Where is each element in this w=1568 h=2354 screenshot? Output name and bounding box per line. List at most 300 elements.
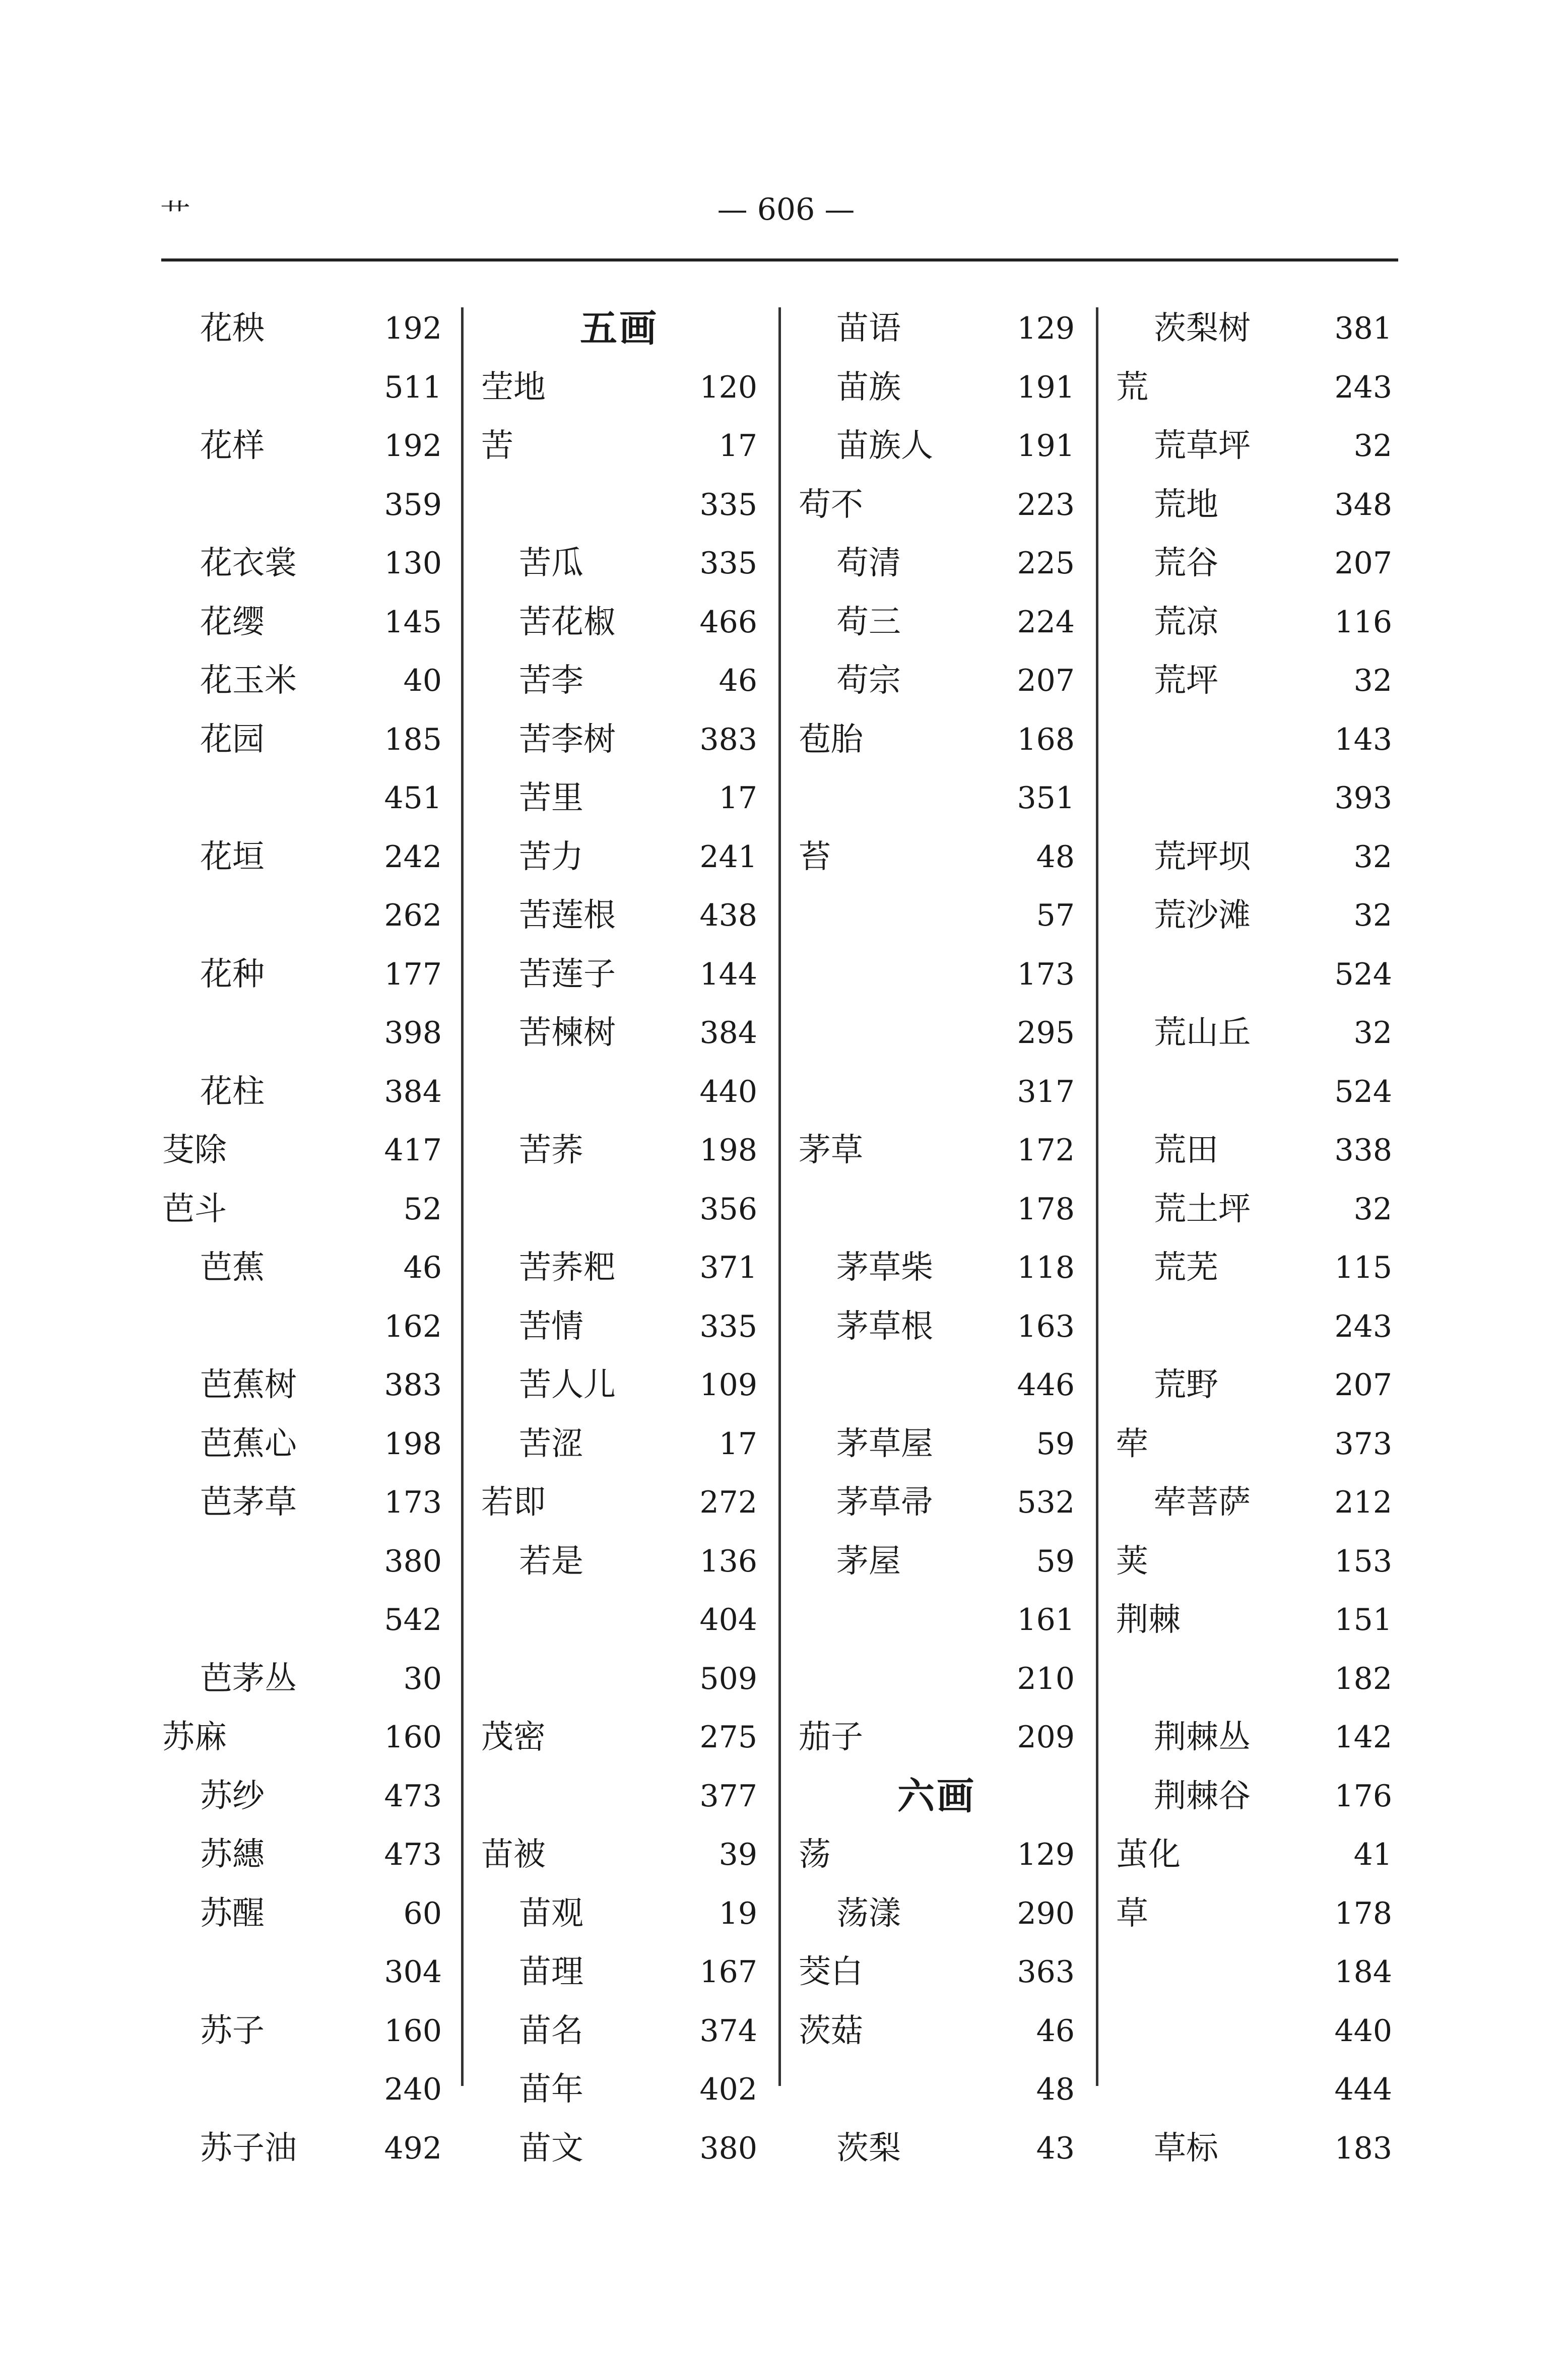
- entry-page-number: 57: [1036, 898, 1075, 933]
- entry-page-number: 384: [384, 1074, 442, 1109]
- index-entry: [162, 597, 442, 647]
- entry-page-number: 198: [384, 1426, 442, 1462]
- index-entry: [799, 1888, 1075, 1939]
- entry-page-number: 178: [1334, 1895, 1392, 1931]
- entry-page-number: 363: [1017, 1954, 1075, 1990]
- entry-term: 芭斗: [162, 1190, 227, 1228]
- index-entry: [1116, 597, 1392, 647]
- index-entry: [799, 1654, 1075, 1704]
- entry-term: 苏子: [200, 2012, 265, 2050]
- entry-term: 花玉米: [200, 662, 297, 699]
- entry-term: 芭茅丛: [200, 1660, 297, 1697]
- entry-page-number: 46: [403, 1250, 442, 1285]
- stroke-count-heading: [481, 303, 757, 354]
- entry-term: 荆棘谷: [1154, 1777, 1251, 1815]
- index-entry: [162, 1947, 442, 1997]
- index-entry: [799, 538, 1075, 588]
- entry-term: 芭茅草: [200, 1484, 297, 1521]
- entry-page-number: 19: [718, 1895, 757, 1931]
- entry-page-number: 183: [1334, 2130, 1392, 2166]
- entry-page-number: 404: [699, 1602, 757, 1638]
- index-entry: [481, 421, 757, 471]
- index-entry: [799, 1536, 1075, 1587]
- entry-term: 芭蕉心: [200, 1425, 297, 1463]
- entry-page-number: 136: [699, 1543, 757, 1579]
- index-entry: [162, 1712, 442, 1762]
- index-entry: [1116, 421, 1392, 471]
- entry-term: 苗族人: [836, 427, 933, 465]
- index-entry: [481, 1712, 757, 1762]
- entry-page-number: 402: [699, 2072, 757, 2107]
- entry-term: 荒沙滩: [1154, 897, 1251, 934]
- entry-page-number: 524: [1334, 1074, 1392, 1109]
- index-entry: [799, 714, 1075, 765]
- entry-term: 荒坪: [1154, 662, 1218, 699]
- index-entry: [162, 362, 442, 413]
- entry-page-number: 304: [384, 1954, 442, 1990]
- index-entry: [799, 421, 1075, 471]
- entry-page-number: 524: [1334, 956, 1392, 992]
- index-entry: [799, 1243, 1075, 1293]
- entry-term: 苟不: [799, 486, 863, 524]
- entry-page-number: 444: [1334, 2072, 1392, 2107]
- entry-term: 苦莲根: [519, 897, 616, 934]
- entry-term: 茄子: [799, 1719, 863, 1756]
- index-entry: [1116, 1712, 1392, 1762]
- entry-term: 苦荞: [519, 1132, 583, 1169]
- entry-page-number: 143: [1334, 722, 1392, 757]
- entry-page-number: 242: [384, 839, 442, 875]
- entry-page-number: 116: [1334, 604, 1392, 640]
- index-entry: [799, 2123, 1075, 2174]
- entry-page-number: 144: [699, 956, 757, 992]
- index-entry: [481, 1184, 757, 1234]
- entry-page-number: 160: [384, 1720, 442, 1755]
- index-entry: [162, 1536, 442, 1587]
- entry-page-number: 43: [1036, 2130, 1075, 2166]
- entry-page-number: 371: [699, 1250, 757, 1285]
- index-entry: [481, 1243, 757, 1293]
- entry-page-number: 317: [1017, 1074, 1075, 1109]
- entry-page-number: 32: [1353, 898, 1392, 933]
- entry-page-number: 192: [384, 428, 442, 464]
- index-entry: [162, 1360, 442, 1410]
- index-entry: [481, 362, 757, 413]
- index-entry: [481, 1125, 757, 1175]
- index-entry: [1116, 1301, 1392, 1352]
- column-divider: [461, 307, 464, 2086]
- entry-page-number: 145: [384, 604, 442, 640]
- entry-term: 荒草坪: [1154, 427, 1251, 465]
- index-entry: [799, 1477, 1075, 1528]
- entry-term: 荦菩萨: [1154, 1484, 1251, 1521]
- entry-page-number: 129: [1017, 311, 1075, 346]
- entry-term: 草标: [1154, 2129, 1218, 2167]
- entry-term: 苦瓜: [519, 545, 583, 582]
- entry-term: 苟宗: [836, 662, 901, 699]
- entry-page-number: 466: [699, 604, 757, 640]
- entry-term: 荡漾: [836, 1894, 901, 1932]
- entry-page-number: 240: [384, 2072, 442, 2107]
- entry-page-number: 383: [384, 1367, 442, 1403]
- entry-term: 若即: [481, 1484, 546, 1521]
- index-entry: [162, 1829, 442, 1880]
- index-entry: [799, 890, 1075, 941]
- entry-term: 苦力: [519, 838, 583, 876]
- index-entry: [1116, 1888, 1392, 1939]
- column-divider: [1096, 307, 1098, 2086]
- entry-term: 茨菇: [799, 2012, 863, 2050]
- entry-term: 苞胎: [799, 721, 863, 758]
- index-entry: [162, 832, 442, 882]
- index-entry: [162, 1125, 442, 1175]
- index-entry: [799, 1829, 1075, 1880]
- entry-term: 茨梨: [836, 2129, 901, 2167]
- entry-term: 花衣裳: [200, 545, 297, 582]
- entry-page-number: 52: [403, 1191, 442, 1227]
- radical-mark: 艹: [160, 198, 185, 233]
- entry-term: 苗观: [519, 1894, 583, 1932]
- entry-term: 荆棘: [1116, 1601, 1181, 1639]
- column-divider: [778, 307, 781, 2086]
- entry-page-number: 417: [384, 1133, 442, 1168]
- index-entry: [162, 421, 442, 471]
- entry-page-number: 393: [1334, 780, 1392, 816]
- entry-term: 苏纱: [200, 1777, 265, 1815]
- index-entry: [481, 1067, 757, 1117]
- index-entry: [799, 1595, 1075, 1645]
- index-entry: [481, 1888, 757, 1939]
- entry-term: 苔: [799, 838, 831, 876]
- index-entry: [162, 1654, 442, 1704]
- entry-term: 荚: [1116, 1542, 1148, 1580]
- index-entry: [481, 1477, 757, 1528]
- entry-page-number: 381: [1334, 311, 1392, 346]
- entry-page-number: 129: [1017, 1837, 1075, 1872]
- section-heading: 六画: [897, 1774, 976, 1818]
- index-entry: [799, 597, 1075, 647]
- entry-page-number: 373: [1334, 1426, 1392, 1462]
- entry-page-number: 32: [1353, 1191, 1392, 1227]
- entry-page-number: 225: [1017, 546, 1075, 581]
- entry-page-number: 173: [384, 1485, 442, 1520]
- entry-term: 草: [1116, 1894, 1148, 1932]
- entry-page-number: 438: [699, 898, 757, 933]
- entry-page-number: 440: [699, 1074, 757, 1109]
- entry-term: 花柱: [200, 1073, 265, 1110]
- entry-term: 苏麻: [162, 1719, 227, 1756]
- entry-page-number: 359: [384, 487, 442, 522]
- index-entry: [1116, 1947, 1392, 1997]
- entry-term: 茅草柴: [836, 1249, 933, 1286]
- entry-page-number: 32: [1353, 663, 1392, 698]
- entry-page-number: 542: [384, 1602, 442, 1638]
- entry-term: 茅草: [799, 1132, 863, 1169]
- entry-page-number: 160: [384, 2013, 442, 2049]
- entry-page-number: 32: [1353, 1015, 1392, 1051]
- index-entry: [162, 714, 442, 765]
- entry-term: 苗文: [519, 2129, 583, 2167]
- entry-term: 苦李: [519, 662, 583, 699]
- entry-term: 苦涩: [519, 1425, 583, 1463]
- entry-page-number: 374: [699, 2013, 757, 2049]
- entry-page-number: 377: [699, 1778, 757, 1814]
- index-entry: [1116, 773, 1392, 823]
- entry-page-number: 209: [1017, 1720, 1075, 1755]
- index-entry: [162, 1243, 442, 1293]
- entry-page-number: 243: [1334, 369, 1392, 405]
- entry-term: 苗名: [519, 2012, 583, 2050]
- index-entry: [1116, 1243, 1392, 1293]
- entry-term: 苗语: [836, 310, 901, 347]
- index-entry: [481, 1360, 757, 1410]
- entry-page-number: 153: [1334, 1543, 1392, 1579]
- entry-page-number: 177: [384, 956, 442, 992]
- entry-page-number: 17: [718, 428, 757, 464]
- index-entry: [162, 303, 442, 354]
- entry-page-number: 384: [699, 1015, 757, 1051]
- entry-page-number: 191: [1017, 369, 1075, 405]
- entry-page-number: 473: [384, 1778, 442, 1814]
- index-entry: [1116, 1067, 1392, 1117]
- index-entry: [1116, 1360, 1392, 1410]
- entry-page-number: 162: [384, 1309, 442, 1344]
- entry-page-number: 40: [403, 663, 442, 698]
- index-entry: [481, 2123, 757, 2174]
- entry-term: 茭白: [799, 1953, 863, 1991]
- index-entry: [799, 2064, 1075, 2115]
- index-entry: [1116, 1477, 1392, 1528]
- index-entry: [799, 1067, 1075, 1117]
- index-entry: [162, 1184, 442, 1234]
- index-entry: [162, 538, 442, 588]
- index-entry: [481, 597, 757, 647]
- index-entry: [799, 1947, 1075, 1997]
- entry-page-number: 167: [699, 1954, 757, 1990]
- index-entry: [799, 1125, 1075, 1175]
- entry-page-number: 142: [1334, 1720, 1392, 1755]
- entry-page-number: 335: [699, 546, 757, 581]
- index-entry: [162, 1067, 442, 1117]
- index-entry: [799, 1184, 1075, 1234]
- entry-term: 荦: [1116, 1425, 1148, 1463]
- index-entry: [481, 1301, 757, 1352]
- entry-term: 荒地: [1154, 486, 1218, 524]
- entry-term: 荆棘丛: [1154, 1719, 1251, 1756]
- index-entry: [1116, 303, 1392, 354]
- entry-page-number: 59: [1036, 1426, 1075, 1462]
- index-entry: [1116, 1771, 1392, 1821]
- entry-term: 花样: [200, 427, 265, 465]
- entry-term: 茧化: [1116, 1836, 1181, 1873]
- entry-term: 芭蕉: [200, 1249, 265, 1286]
- entry-page-number: 120: [699, 369, 757, 405]
- index-entry: [162, 773, 442, 823]
- entry-term: 苦莲子: [519, 955, 616, 993]
- index-entry: [1116, 2123, 1392, 2174]
- index-entry: [481, 1536, 757, 1587]
- index-entry: [481, 480, 757, 530]
- entry-page-number: 109: [699, 1367, 757, 1403]
- index-entry: [799, 1008, 1075, 1058]
- index-entry: [1116, 2064, 1392, 2115]
- entry-term: 苟清: [836, 545, 901, 582]
- entry-term: 荒田: [1154, 1132, 1218, 1169]
- index-entry: [162, 2123, 442, 2174]
- index-entry: [162, 1477, 442, 1528]
- entry-term: 苗理: [519, 1953, 583, 1991]
- entry-page-number: 192: [384, 311, 442, 346]
- entry-page-number: 118: [1017, 1250, 1075, 1285]
- index-entry: [1116, 1125, 1392, 1175]
- index-entry: [799, 362, 1075, 413]
- entry-page-number: 172: [1017, 1133, 1075, 1168]
- index-entry: [1116, 2006, 1392, 2056]
- index-entry: [1116, 832, 1392, 882]
- entry-term: 荒谷: [1154, 545, 1218, 582]
- index-entry: [162, 2006, 442, 2056]
- index-entry: [162, 949, 442, 1000]
- entry-page-number: 207: [1334, 546, 1392, 581]
- entry-term: 苗族: [836, 368, 901, 406]
- index-entry: [481, 2006, 757, 2056]
- index-entry: [481, 538, 757, 588]
- entry-page-number: 380: [699, 2130, 757, 2166]
- entry-term: 芭蕉树: [200, 1366, 297, 1404]
- index-entry: [1116, 480, 1392, 530]
- index-entry: [481, 2064, 757, 2115]
- index-entry: [481, 1947, 757, 1997]
- entry-term: 茅草屋: [836, 1425, 933, 1463]
- entry-page-number: 130: [384, 546, 442, 581]
- entry-page-number: 380: [384, 1543, 442, 1579]
- entry-page-number: 335: [699, 487, 757, 522]
- entry-page-number: 59: [1036, 1543, 1075, 1579]
- entry-page-number: 163: [1017, 1309, 1075, 1344]
- index-entry: [481, 773, 757, 823]
- index-entry: [799, 1301, 1075, 1352]
- entry-page-number: 182: [1334, 1661, 1392, 1696]
- entry-term: 苦楝树: [519, 1014, 616, 1052]
- entry-term: 苏子油: [200, 2129, 297, 2167]
- index-entry: [162, 656, 442, 706]
- index-entry: [1116, 1008, 1392, 1058]
- entry-term: 茅屋: [836, 1542, 901, 1580]
- entry-page-number: 198: [699, 1133, 757, 1168]
- entry-page-number: 32: [1353, 839, 1392, 875]
- index-entry: [481, 1595, 757, 1645]
- entry-page-number: 440: [1334, 2013, 1392, 2049]
- entry-page-number: 262: [384, 898, 442, 933]
- entry-page-number: 178: [1017, 1191, 1075, 1227]
- entry-page-number: 185: [384, 722, 442, 757]
- entry-page-number: 398: [384, 1015, 442, 1051]
- index-entry: [1116, 1829, 1392, 1880]
- entry-page-number: 473: [384, 1837, 442, 1872]
- entry-page-number: 48: [1036, 839, 1075, 875]
- entry-page-number: 46: [1036, 2013, 1075, 2049]
- entry-page-number: 210: [1017, 1661, 1075, 1696]
- entry-page-number: 161: [1017, 1602, 1075, 1638]
- entry-term: 花垣: [200, 838, 265, 876]
- entry-page-number: 32: [1353, 428, 1392, 464]
- entry-page-number: 60: [403, 1895, 442, 1931]
- entry-term: 茅草根: [836, 1307, 933, 1345]
- entry-term: 茔地: [481, 368, 546, 406]
- index-entry: [1116, 714, 1392, 765]
- entry-term: 苟三: [836, 603, 901, 641]
- entry-term: 荒凉: [1154, 603, 1218, 641]
- index-entry: [1116, 1595, 1392, 1645]
- index-entry: [799, 1360, 1075, 1410]
- index-entry: [162, 1771, 442, 1821]
- index-entry: [162, 1888, 442, 1939]
- index-entry: [1116, 1184, 1392, 1234]
- index-entry: [162, 890, 442, 941]
- entry-page-number: 509: [699, 1661, 757, 1696]
- index-entry: [481, 1008, 757, 1058]
- entry-page-number: 446: [1017, 1367, 1075, 1403]
- entry-page-number: 168: [1017, 722, 1075, 757]
- index-entry: [799, 832, 1075, 882]
- index-entry: [162, 2064, 442, 2115]
- entry-term: 花缨: [200, 603, 265, 641]
- entry-term: 若是: [519, 1542, 583, 1580]
- index-entry: [481, 1771, 757, 1821]
- index-entry: [162, 480, 442, 530]
- entry-page-number: 223: [1017, 487, 1075, 522]
- index-entry: [799, 773, 1075, 823]
- index-entry: [799, 656, 1075, 706]
- entry-page-number: 383: [699, 722, 757, 757]
- index-entry: [162, 1008, 442, 1058]
- entry-term: 苗年: [519, 2071, 583, 2108]
- entry-page-number: 532: [1017, 1485, 1075, 1520]
- entry-term: 芟除: [162, 1132, 227, 1169]
- stroke-count-heading: [799, 1771, 1075, 1821]
- index-entry: [799, 303, 1075, 354]
- entry-term: 苗被: [481, 1836, 546, 1873]
- index-entry: [481, 949, 757, 1000]
- entry-term: 荒坪坝: [1154, 838, 1251, 876]
- entry-term: 苦花椒: [519, 603, 616, 641]
- index-entry: [1116, 362, 1392, 413]
- entry-term: 茂密: [481, 1719, 546, 1756]
- index-entry: [1116, 656, 1392, 706]
- entry-term: 荡: [799, 1836, 831, 1873]
- entry-term: 苦荞粑: [519, 1249, 616, 1286]
- entry-page-number: 335: [699, 1309, 757, 1344]
- entry-page-number: 351: [1017, 780, 1075, 816]
- index-entry: [799, 1419, 1075, 1469]
- entry-term: 苦人儿: [519, 1366, 616, 1404]
- section-heading: 五画: [580, 307, 659, 350]
- entry-term: 苏醒: [200, 1894, 265, 1932]
- index-entry: [481, 1419, 757, 1469]
- entry-page-number: 356: [699, 1191, 757, 1227]
- entry-page-number: 191: [1017, 428, 1075, 464]
- entry-page-number: 39: [718, 1837, 757, 1872]
- header-rule: [161, 258, 1398, 261]
- index-entry: [481, 1654, 757, 1704]
- entry-page-number: 207: [1017, 663, 1075, 698]
- entry-page-number: 492: [384, 2130, 442, 2166]
- entry-term: 苦情: [519, 1307, 583, 1345]
- entry-page-number: 275: [699, 1720, 757, 1755]
- index-entry: [1116, 538, 1392, 588]
- entry-page-number: 151: [1334, 1602, 1392, 1638]
- entry-term: 苦里: [519, 779, 583, 817]
